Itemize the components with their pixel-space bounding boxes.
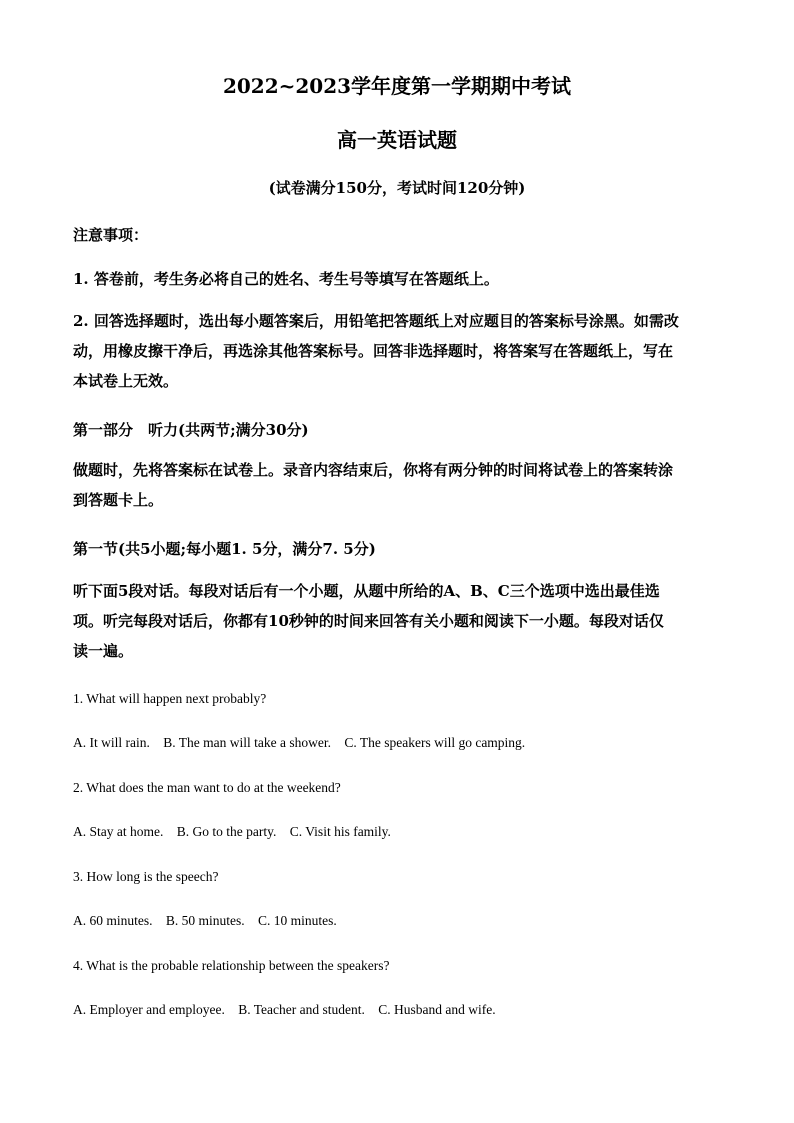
notice-item-2-line: 2. 回答选择题时，选出每小题答案后，用铅笔把答题纸上对应题目的答案标号涂黑。如需改	[73, 312, 679, 330]
exam-note: (试卷满分150分，考试时间120分钟)	[268, 179, 526, 197]
option-a: A. Employer and employee.	[73, 1002, 225, 1017]
part1-instruction-line: 到答题卡上。	[73, 491, 164, 509]
section1-instruction-line: 读一遍。	[73, 642, 134, 660]
notice-item-2-line: 本试卷上无效。	[73, 372, 179, 390]
notice-item-1: 1. 答卷前，考生务必将自己的姓名、考生号等填写在答题纸上。	[73, 270, 499, 288]
option-c: C. 10 minutes.	[258, 913, 337, 928]
option-c: C. The speakers will go camping.	[344, 735, 526, 750]
part1-heading: 第一部分 听力(共两节;满分30分)	[73, 421, 309, 439]
notice-heading: 注意事项：	[73, 226, 149, 244]
option-b: B. Go to the party.	[176, 824, 277, 839]
subject-title: 高一英语试题	[337, 128, 457, 152]
option-a: A. 60 minutes.	[73, 913, 153, 928]
option-b: B. 50 minutes.	[165, 913, 245, 928]
question-stem-1: 1. What will happen next probably?	[73, 691, 267, 706]
option-c: C. Visit his family.	[289, 824, 391, 839]
option-a: A. It will rain.	[73, 735, 150, 750]
section1-instruction	[73, 576, 723, 666]
question-stem-2: 2. What does the man want to do at the weekend?	[73, 780, 341, 795]
option-c: C. Husband and wife.	[378, 1002, 496, 1017]
question-stem-3: 3. How long is the speech?	[73, 869, 219, 884]
option-b: B. The man will take a shower.	[163, 735, 331, 750]
part1-instruction	[73, 455, 723, 515]
question-options-1	[73, 735, 525, 751]
question-stem-4: 4. What is the probable relationship between the speakers?	[73, 958, 390, 973]
question-options-2	[73, 824, 391, 840]
section1-heading: 第一节(共5小题;每小题1. 5分，满分7. 5分)	[73, 540, 376, 558]
notice-item-2	[73, 306, 723, 396]
option-b: B. Teacher and student.	[238, 1002, 365, 1017]
option-a: A. Stay at home.	[73, 824, 164, 839]
exam-title: 2022~2023学年度第一学期期中考试	[222, 74, 572, 98]
section1-instruction-line: 听下面5段对话。每段对话后有一个小题，从题中所给的A、B、C三个选项中选出最佳选	[73, 582, 660, 600]
question-options-4	[73, 1002, 496, 1018]
notice-item-2-line: 动，用橡皮擦干净后，再选涂其他答案标号。回答非选择题时，将答案写在答题纸上，写在	[73, 342, 674, 360]
question-options-3	[73, 913, 337, 929]
section1-instruction-line: 项。听完每段对话后，你都有10秒钟的时间来回答有关小题和阅读下一小题。每段对话仅	[73, 612, 664, 630]
part1-instruction-line: 做题时，先将答案标在试卷上。录音内容结束后，你将有两分钟的时间将试卷上的答案转涂	[73, 461, 674, 479]
